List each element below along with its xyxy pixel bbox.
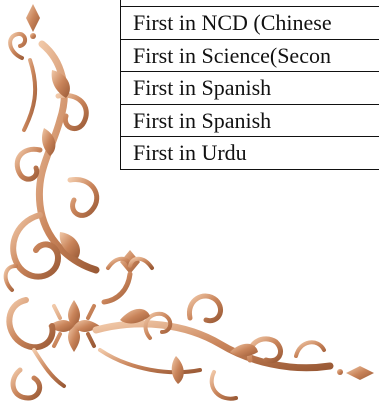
table-cell: First in Urdu [121, 137, 379, 170]
table-cell: First in NCD (Chinese [121, 7, 379, 40]
table-cell: First in Spanish [121, 104, 379, 137]
table-row [121, 7, 379, 40]
table-cell: First in Spanish [121, 72, 379, 105]
table-row [121, 104, 379, 137]
table-cell: First in Science(Secon [121, 39, 379, 72]
awards-table-container [120, 0, 379, 211]
awards-table [120, 0, 379, 170]
table-row [121, 39, 379, 72]
table-row [121, 72, 379, 105]
table-row [121, 137, 379, 170]
